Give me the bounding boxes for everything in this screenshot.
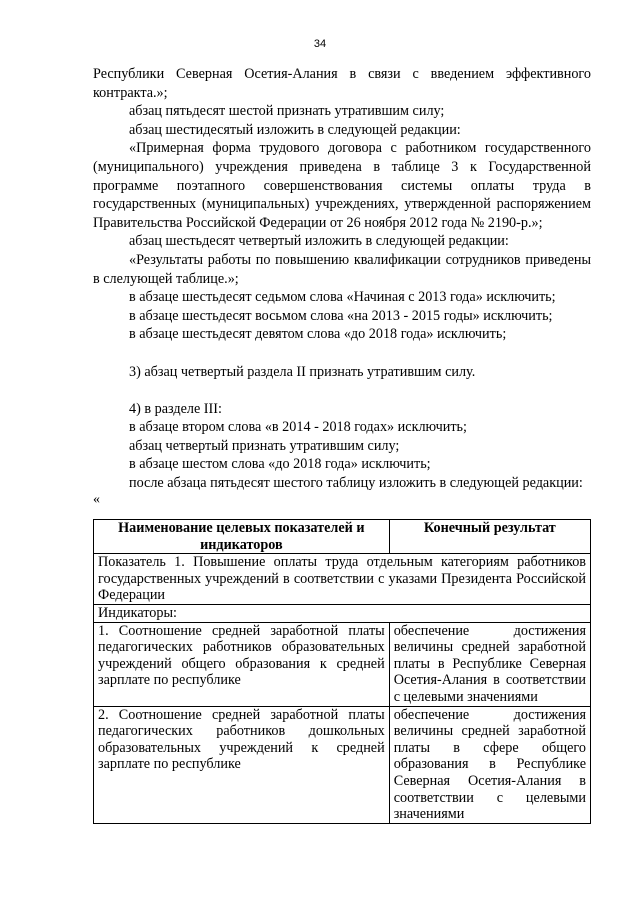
paragraph: абзац четвертый признать утратившим силу;	[129, 437, 400, 454]
paragraph: «Примерная форма трудового договора с работником государственного (муниципального) учреждения приведена в таблице 3 к Государственной программе поэтапного совершенствования системы оплаты труда в государственных (муниципальных) учреждениях, утвержденной распоряжением Правительства Российской Федерации от 26 ноября 2012 года № 2190-р.»;	[93, 140, 591, 231]
indicators-table	[93, 519, 591, 824]
page-number: 34	[313, 38, 327, 50]
indicator-name: 1. Соотношение средней заработной платы педагогических работников образовательных учреждений общего образования к средней зарплате по республике	[94, 622, 390, 706]
opening-quote: «	[93, 491, 100, 507]
paragraph: абзац шестидесятый изложить в следующей редакции:	[129, 121, 461, 138]
paragraph: 3) абзац четвертый раздела II признать утратившим силу.	[129, 363, 476, 380]
paragraph: «Результаты работы по повышению квалификации сотрудников приведены в слелующей таблице.»;	[93, 251, 591, 287]
table-row	[94, 622, 591, 706]
paragraph: в абзаце шестом слова «до 2018 года» исключить;	[129, 456, 431, 473]
paragraph: Республики Северная Осетия-Алания в связи с введением эффективного контракта.»;	[93, 66, 591, 101]
indicator-title: Показатель 1. Повышение оплаты труда отдельным категориям работников государственных учреждений в соответствии с указами Президента Российской Федерации	[94, 554, 591, 605]
indicator-name: 2. Соотношение средней заработной платы педагогических работников дошкольных образовательных учреждений к средней зарплате по республике	[94, 706, 390, 823]
document-body	[93, 65, 591, 507]
indicators-label: Индикаторы:	[94, 604, 591, 622]
paragraph: в абзаце шестьдесят девятом слова «до 2018 года» исключить;	[129, 326, 507, 343]
paragraph: абзац пятьдесят шестой признать утратившим силу;	[129, 103, 445, 120]
paragraph: 4) в разделе III:	[129, 400, 222, 417]
header-result: Конечный результат	[389, 520, 590, 554]
indicator-result: обеспечение достижения величины средней заработной платы в сфере общего образования в Республике Северная Осетия-Алания в соответствии с целевыми значениями	[389, 706, 590, 823]
table-header-row	[94, 520, 591, 554]
paragraph: абзац шестьдесят четвертый изложить в следующей редакции:	[129, 233, 509, 250]
table-row	[94, 554, 591, 605]
paragraph: в абзаце втором слова «в 2014 - 2018 годах» исключить;	[129, 419, 467, 436]
paragraph: в абзаце шестьдесят седьмом слова «Начиная с 2013 года» исключить;	[129, 289, 556, 306]
table-row	[94, 604, 591, 622]
header-indicators: Наименование целевых показателей и индикаторов	[94, 520, 390, 554]
indicator-result: обеспечение достижения величины средней заработной платы в Республике Северная Осетия-Алания в соответствии с целевыми значениями	[389, 622, 590, 706]
paragraph: после абзаца пятьдесят шестого таблицу изложить в следующей редакции:	[129, 475, 583, 492]
table-row	[94, 706, 591, 823]
paragraph: в абзаце шестьдесят восьмом слова «на 2013 - 2015 годы» исключить;	[129, 307, 553, 324]
